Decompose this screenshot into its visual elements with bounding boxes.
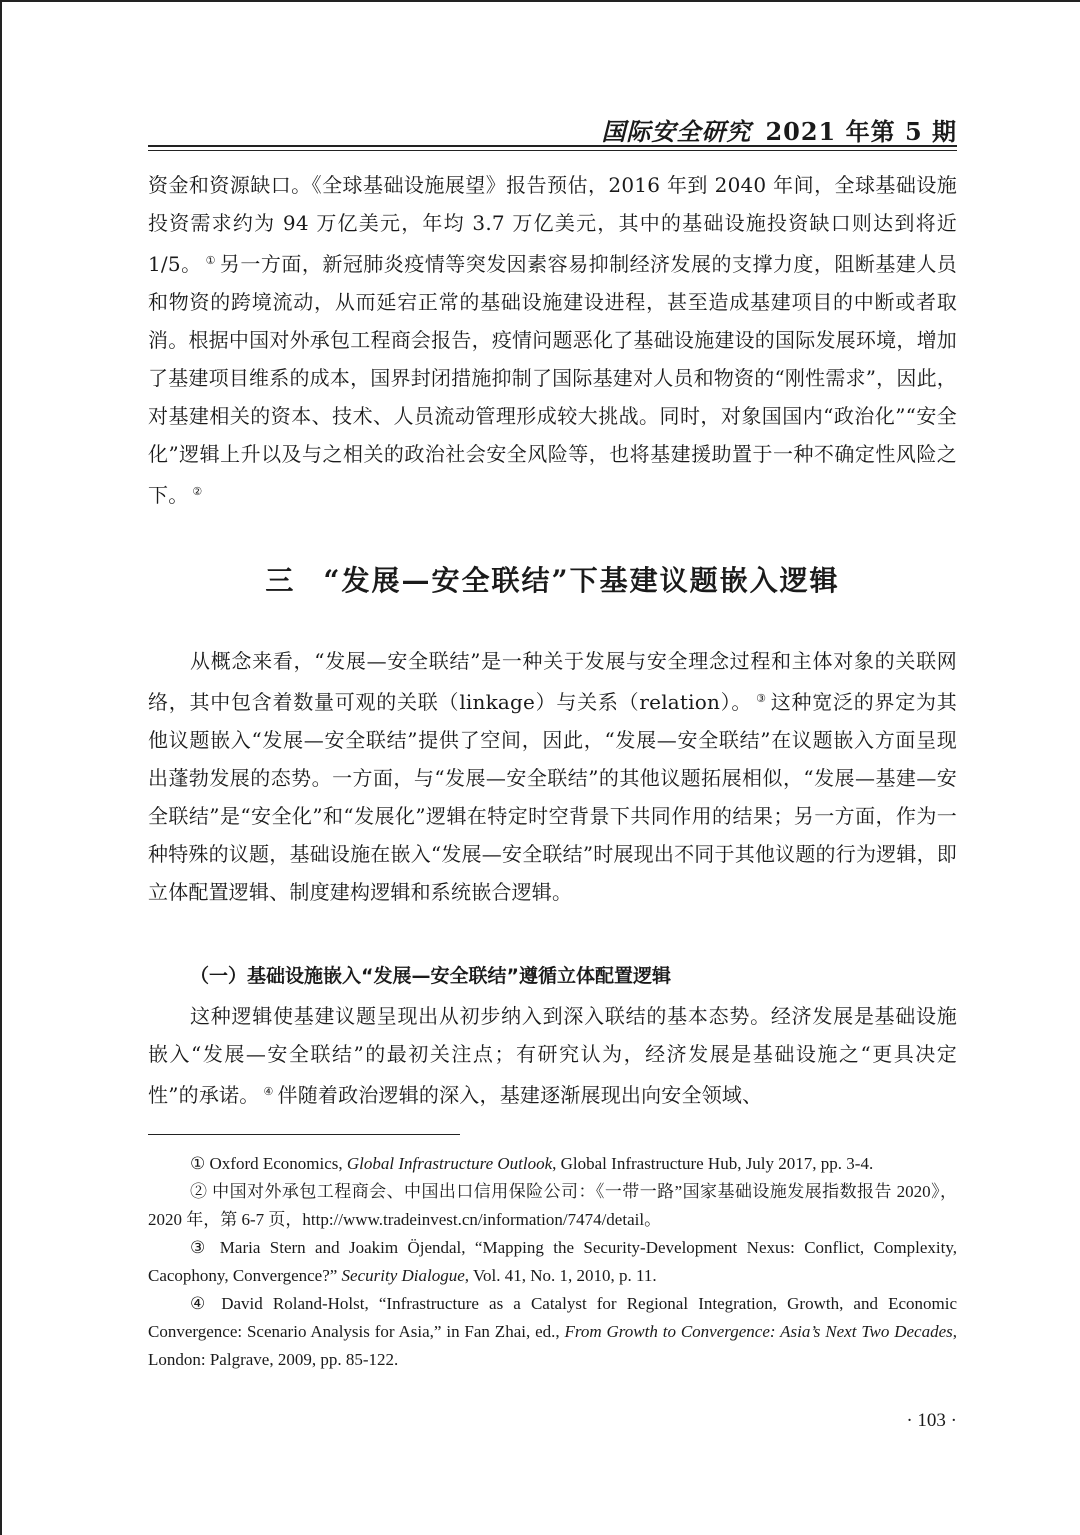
footnote-4 xyxy=(148,1290,957,1374)
footnote-text: 中国对外承包工程商会、中国出口信用保险公司：《一带一路”国家基础设施发展指数报告 2020》，2020 年，第 6-7 页，http://www.tradeinvest.cn/information/7474/detail。 xyxy=(148,1182,958,1229)
footnote-1 xyxy=(148,1150,957,1178)
footnote-text-end: , Vol. 41, No. 1, 2010, p. 11. xyxy=(464,1266,657,1285)
footnote-ref-3[interactable]: ③ xyxy=(756,692,767,705)
header-rule-thick xyxy=(148,145,957,147)
paragraph-1-text-a: 资金和资源缺口。《全球基础设施展望》报告预估，2016 年到 2040 年间，全球基础设施投资需求约为 94 万亿美元，年均 3.7 万亿美元，其中的基础设施投资缺口则达到将近 1/5。 xyxy=(148,173,957,276)
section-title: “发展—安全联结”下基建议题嵌入逻辑 xyxy=(323,564,840,597)
paragraph-1 xyxy=(148,166,957,514)
footnotes xyxy=(148,1150,957,1374)
footnote-text: Oxford Economics, xyxy=(209,1154,347,1173)
footnote-separator xyxy=(148,1134,460,1135)
footnote-mark: ② xyxy=(190,1182,208,1201)
section-number: 三 xyxy=(265,564,296,597)
footnote-ref-1[interactable]: ① xyxy=(205,254,216,267)
footnote-title: From Growth to Convergence: Asia’s Next Two Decades xyxy=(564,1322,953,1341)
page-number: · 103 · xyxy=(906,1410,957,1431)
footnote-text: David Roland-Holst, “Infrastructure as a Catalyst for Regional Integration, Growth, and Economic Convergence: Scenario Analysis for Asia,” in Fan Zhai, ed., xyxy=(148,1294,958,1341)
header-rule-thin xyxy=(148,150,957,151)
paragraph-2-text-a: 从概念来看，“发展—安全联结”是一种关于发展与安全理念过程和主体对象的关联网络，其中包含着数量可观的关联（linkage）与关系（relation）。 xyxy=(148,649,957,714)
journal-name: 国际安全研究 xyxy=(601,117,752,146)
issue-label: 2021 年第 5 期 xyxy=(765,117,957,146)
section-heading xyxy=(148,559,957,599)
footnote-title: Security Dialogue xyxy=(341,1266,465,1285)
running-header xyxy=(148,112,957,146)
paragraph-2 xyxy=(148,642,957,911)
footnote-text-end: , London: Palgrave, 2009, pp. 85-122. xyxy=(148,1322,957,1369)
paragraph-1-text-b: 另一方面，新冠肺炎疫情等突发因素容易抑制经济发展的支撑力度，阻断基建人员和物资的跨境流动，从而延宕正常的基础设施建设进程，甚至造成基建项目的中断或者取消。根据中国对外承包工程商会报告，疫情问题恶化了基础设施建设的国际发展环境，增加了基建项目维系的成本，国界封闭措施抑制了国际基建对人员和物资的“刚性需求”，因此，对基建相关的资本、技术、人员流动管理形成较大挑战。同时，对象国国内“政治化”“安全化”逻辑上升以及与之相关的政治社会安全风险等，也将基建援助置于一种不确定性风险之下。 xyxy=(148,252,958,507)
footnote-text: Maria Stern and Joakim Öjendal, “Mapping the Security-Development Nexus: Conflict, Complexity, Cacophony, Convergence?” xyxy=(148,1238,957,1285)
footnote-2 xyxy=(148,1178,957,1234)
paragraph-3-text-b: 伴随着政治逻辑的深入，基建逐渐展现出向安全领域、 xyxy=(277,1083,763,1107)
footnote-ref-2[interactable]: ② xyxy=(192,485,203,498)
footnote-ref-4[interactable]: ④ xyxy=(263,1085,274,1098)
footnote-mark: ③ xyxy=(190,1238,211,1257)
footnote-mark: ① xyxy=(190,1154,206,1173)
footnote-3 xyxy=(148,1234,957,1290)
subsection-heading: （一）基础设施嵌入“发展—安全联结”遵循立体配置逻辑 xyxy=(190,965,671,987)
paragraph-2-text-b: 这种宽泛的界定为其他议题嵌入“发展—安全联结”提供了空间，因此，“发展—安全联结”在议题嵌入方面呈现出蓬勃发展的态势。一方面，与“发展—安全联结”的其他议题拓展相似，“发展—基建—安全联结”是“安全化”和“发展化”逻辑在特定时空背景下共同作用的结果；另一方面，作为一种特殊的议题，基础设施在嵌入“发展—安全联结”时展现出不同于其他议题的行为逻辑，即立体配置逻辑、制度建构逻辑和系统嵌合逻辑。 xyxy=(148,690,958,904)
footnote-mark: ④ xyxy=(190,1294,212,1313)
paragraph-3-text-a: 这种逻辑使基建议题呈现出从初步纳入到深入联结的基本态势。经济发展是基础设施嵌入“发展—安全联结”的最初关注点；有研究认为，经济发展是基础设施之“更具决定性”的承诺。 xyxy=(148,1004,957,1107)
footnote-title: Global Infrastructure Outlook xyxy=(346,1154,553,1173)
paragraph-3 xyxy=(148,997,957,1114)
footnote-text-end: , Global Infrastructure Hub, July 2017, pp. 3-4. xyxy=(552,1154,874,1173)
